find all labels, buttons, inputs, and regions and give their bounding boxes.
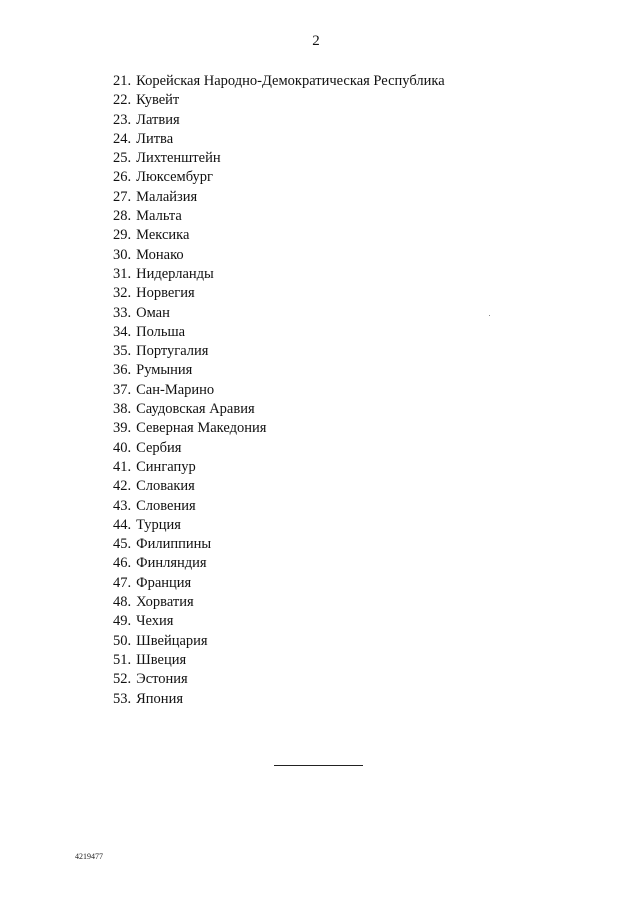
list-item-country: Финляндия — [136, 555, 207, 572]
list-item — [113, 632, 445, 651]
list-item-number: 29. — [113, 227, 132, 244]
list-item-number: 50. — [113, 632, 132, 649]
list-item-country: Швейцария — [136, 632, 208, 649]
list-item — [113, 535, 445, 554]
list-item-country: Хорватия — [136, 594, 194, 611]
list-item-country: Норвегия — [136, 285, 195, 302]
list-item — [113, 690, 445, 709]
list-item-number: 28. — [113, 208, 132, 225]
list-item-number: 42. — [113, 478, 132, 495]
list-item-number: 40. — [113, 439, 132, 456]
list-item-country: Малайзия — [136, 188, 198, 205]
list-item-country: Лихтенштейн — [136, 150, 221, 167]
list-item-country: Кувейт — [136, 92, 180, 109]
list-item-country: Северная Македония — [136, 420, 267, 437]
list-item-number: 21. — [113, 73, 132, 89]
list-item-number: 41. — [113, 458, 132, 475]
list-item — [113, 265, 445, 284]
list-item-number: 25. — [113, 150, 132, 167]
list-item — [113, 670, 445, 689]
list-item — [113, 72, 445, 91]
list-item — [113, 516, 445, 535]
list-item-number: 52. — [113, 671, 132, 688]
list-item-number: 46. — [113, 555, 132, 572]
list-item-country: Люксембург — [136, 169, 213, 186]
list-item — [113, 207, 445, 226]
list-item-country: Португалия — [136, 343, 209, 360]
list-item — [113, 458, 445, 477]
list-item-country: Мальта — [136, 208, 182, 225]
list-item — [113, 574, 445, 593]
list-item — [113, 226, 445, 245]
scan-speck — [489, 315, 490, 316]
list-item — [113, 111, 445, 130]
list-item — [113, 651, 445, 670]
list-item-country: Оман — [136, 304, 170, 321]
list-item — [113, 91, 445, 110]
list-item-country: Румыния — [136, 362, 193, 379]
list-item — [113, 439, 445, 458]
list-item-country: Эстония — [136, 671, 188, 688]
page-number: 2 — [312, 33, 320, 49]
list-item-country: Саудовская Аравия — [136, 401, 255, 418]
list-item-country: Польша — [136, 323, 186, 340]
list-item — [113, 554, 445, 573]
list-item-number: 48. — [113, 594, 132, 611]
list-item-country: Швеция — [136, 651, 187, 668]
list-item-country: Литва — [136, 130, 174, 147]
list-item — [113, 612, 445, 631]
document-id: 4219477 — [75, 852, 103, 861]
list-item-number: 27. — [113, 188, 132, 205]
country-list — [113, 72, 445, 709]
list-item-number: 36. — [113, 362, 132, 379]
list-item-number: 44. — [113, 516, 132, 533]
list-item-country: Нидерланды — [136, 265, 214, 282]
list-item — [113, 304, 445, 323]
list-item — [113, 130, 445, 149]
list-item-number: 39. — [113, 420, 132, 437]
list-item-number: 24. — [113, 130, 132, 147]
list-item-number: 31. — [113, 265, 132, 282]
list-item-number: 35. — [113, 343, 132, 360]
list-item-country: Япония — [136, 690, 183, 707]
list-item-number: 23. — [113, 111, 132, 128]
list-item-number: 26. — [113, 169, 132, 186]
list-item — [113, 593, 445, 612]
list-item — [113, 361, 445, 380]
list-item-country: Словения — [136, 497, 196, 514]
list-item-number: 38. — [113, 401, 132, 418]
list-item — [113, 246, 445, 265]
list-item-number: 22. — [113, 92, 132, 109]
list-item — [113, 168, 445, 187]
list-item — [113, 497, 445, 516]
list-item-country: Латвия — [136, 111, 180, 128]
list-item-country: Сингапур — [136, 458, 196, 475]
list-item-country: Франция — [136, 574, 192, 591]
list-item — [113, 149, 445, 168]
list-item — [113, 323, 445, 342]
list-item-country: Сан-Марино — [136, 381, 215, 398]
list-item-number: 34. — [113, 323, 132, 340]
list-item-country: Мексика — [136, 227, 190, 244]
list-item-number: 37. — [113, 381, 132, 398]
list-item-number: 49. — [113, 613, 132, 630]
list-item-number: 53. — [113, 690, 132, 707]
list-item — [113, 284, 445, 303]
list-item — [113, 419, 445, 438]
list-item-country: Словакия — [136, 478, 195, 495]
list-item-country: Турция — [136, 516, 181, 533]
list-item-country: Чехия — [136, 613, 174, 630]
list-item-number: 47. — [113, 574, 132, 591]
end-separator-line — [274, 765, 363, 766]
list-item-number: 51. — [113, 651, 132, 668]
list-item — [113, 477, 445, 496]
list-item-country: Сербия — [136, 439, 182, 456]
list-item-country: Корейская Народно-Демократическая Республика — [136, 73, 445, 89]
list-item-number: 45. — [113, 536, 132, 553]
list-item-number: 32. — [113, 285, 132, 302]
list-item-number: 30. — [113, 246, 132, 263]
list-item-country: Филиппины — [136, 536, 212, 553]
list-item — [113, 188, 445, 207]
list-item-country: Монако — [136, 246, 184, 263]
list-item — [113, 342, 445, 361]
list-item — [113, 381, 445, 400]
list-item-number: 43. — [113, 497, 132, 514]
list-item-number: 33. — [113, 304, 132, 321]
list-item — [113, 400, 445, 419]
